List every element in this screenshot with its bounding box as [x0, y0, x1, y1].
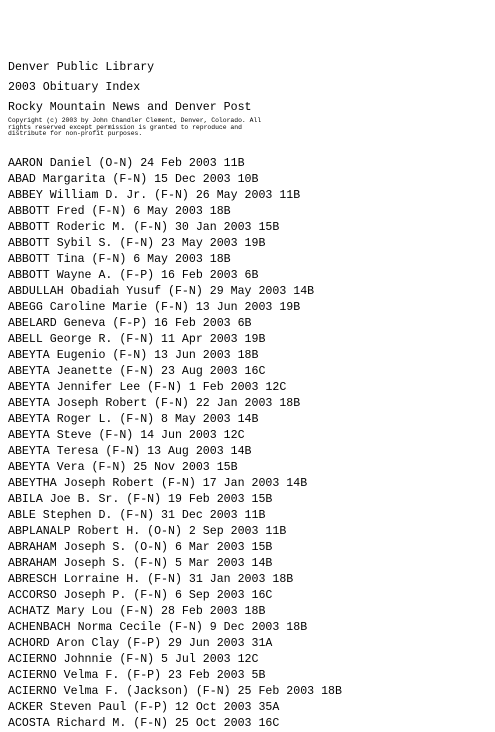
obituary-entry: ABPLANALP Robert H. (O-N) 2 Sep 2003 11B — [8, 524, 287, 538]
obituary-entry: ACHATZ Mary Lou (F-N) 28 Feb 2003 18B — [8, 604, 266, 618]
obituary-entry: ACIERNO Johnnie (F-N) 5 Jul 2003 12C — [8, 652, 259, 666]
obituary-entry: ABBOTT Wayne A. (F-P) 16 Feb 2003 6B — [8, 268, 259, 282]
obituary-entry: ABELARD Geneva (F-P) 16 Feb 2003 6B — [8, 316, 252, 330]
obituary-entry: ABEYTA Roger L. (F-N) 8 May 2003 14B — [8, 412, 259, 426]
index-title: 2003 Obituary Index — [8, 81, 141, 94]
obituary-entry: ACHENBACH Norma Cecile (F-N) 9 Dec 2003 18B — [8, 620, 308, 634]
obituary-entry: ABEYTA Steve (F-N) 14 Jun 2003 12C — [8, 428, 245, 442]
obituary-entry: ACOSTA Richard M. (F-N) 25 Oct 2003 16C — [8, 716, 280, 730]
obituary-entry: ABBEY William D. Jr. (F-N) 26 May 2003 11B — [8, 188, 301, 202]
obituary-entry: ABDULLAH Obadiah Yusuf (F-N) 29 May 2003 14B — [8, 284, 315, 298]
obituary-entry: ABBOTT Fred (F-N) 6 May 2003 18B — [8, 204, 231, 218]
document-header — [8, 60, 488, 138]
obituary-entry: AARON Daniel (O-N) 24 Feb 2003 11B — [8, 156, 245, 170]
obituary-entry: ABEYTA Jeanette (F-N) 23 Aug 2003 16C — [8, 364, 266, 378]
obituary-entry: ABAD Margarita (F-N) 15 Dec 2003 10B — [8, 172, 259, 186]
obituary-entry: ABEYTA Vera (F-N) 25 Nov 2003 15B — [8, 460, 238, 474]
obituary-entry: ABRAHAM Joseph S. (F-N) 5 Mar 2003 14B — [8, 556, 273, 570]
obituary-entry: ABLE Stephen D. (F-N) 31 Dec 2003 11B — [8, 508, 266, 522]
obituary-entry: ABBOTT Roderic M. (F-N) 30 Jan 2003 15B — [8, 220, 280, 234]
obituary-entry: ABEYTA Teresa (F-N) 13 Aug 2003 14B — [8, 444, 252, 458]
obituary-entry: ACKER Steven Paul (F-P) 12 Oct 2003 35A — [8, 700, 280, 714]
obituary-entry: ACIERNO Velma F. (F-P) 23 Feb 2003 5B — [8, 668, 266, 682]
obituary-entry: ABELL George R. (F-N) 11 Apr 2003 19B — [8, 332, 266, 346]
obituary-entry: ABBOTT Sybil S. (F-N) 23 May 2003 19B — [8, 236, 266, 250]
obituary-entry-list — [8, 156, 488, 732]
obituary-entry: ACHORD Aron Clay (F-P) 29 Jun 2003 31A — [8, 636, 273, 650]
obituary-entry: ABILA Joe B. Sr. (F-N) 19 Feb 2003 15B — [8, 492, 273, 506]
obituary-entry: ABEYTHA Joseph Robert (F-N) 17 Jan 2003 14B — [8, 476, 308, 490]
newspaper-sources: Rocky Mountain News and Denver Post — [8, 101, 252, 114]
obituary-entry: ABEGG Caroline Marie (F-N) 13 Jun 2003 19B — [8, 300, 301, 314]
obituary-entry: ACIERNO Velma F. (Jackson) (F-N) 25 Feb 2003 18B — [8, 684, 342, 698]
obituary-index-page — [8, 60, 488, 732]
obituary-entry: ACCORSO Joseph P. (F-N) 6 Sep 2003 16C — [8, 588, 273, 602]
obituary-entry: ABRESCH Lorraine H. (F-N) 31 Jan 2003 18B — [8, 572, 294, 586]
obituary-entry: ABBOTT Tina (F-N) 6 May 2003 18B — [8, 252, 231, 266]
copyright-notice: Copyright (c) 2003 by John Chandler Clement, Denver, Colorado. All rights reserved except permission is granted to reproduce and distribute for non-profit purposes. — [8, 117, 262, 138]
obituary-entry: ABEYTA Jennifer Lee (F-N) 1 Feb 2003 12C — [8, 380, 287, 394]
obituary-entry: ABRAHAM Joseph S. (O-N) 6 Mar 2003 15B — [8, 540, 273, 554]
library-name: Denver Public Library — [8, 61, 155, 74]
obituary-entry: ABEYTA Joseph Robert (F-N) 22 Jan 2003 18B — [8, 396, 301, 410]
obituary-entry: ABEYTA Eugenio (F-N) 13 Jun 2003 18B — [8, 348, 259, 362]
